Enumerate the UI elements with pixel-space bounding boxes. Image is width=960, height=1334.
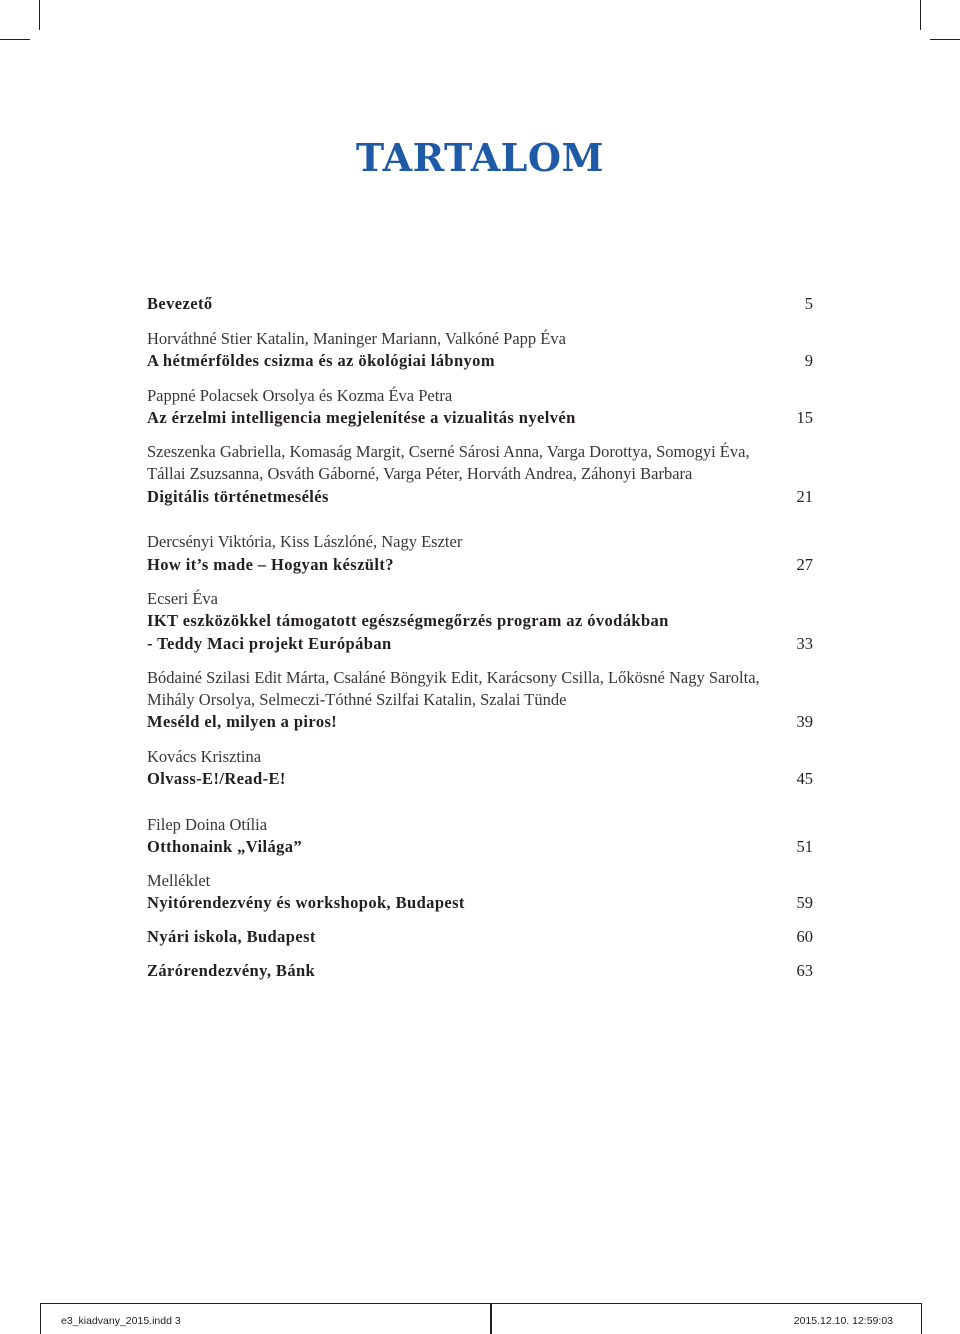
toc-entry-page-number: 21 bbox=[796, 487, 813, 506]
toc-entry-title[interactable]: Nyári iskola, Budapest bbox=[147, 927, 316, 946]
toc-entry-authors: Ecseri Éva bbox=[147, 589, 219, 608]
toc-entry-authors: Filep Doina Otília bbox=[147, 815, 268, 834]
toc-entry-title[interactable]: Otthonaink „Világa” bbox=[147, 837, 303, 856]
toc-entry-page-number: 63 bbox=[796, 961, 813, 980]
slug-right-box bbox=[490, 1303, 922, 1334]
toc-entry-title[interactable]: Bevezető bbox=[147, 294, 213, 313]
toc-entry-title[interactable]: How it’s made – Hogyan készült? bbox=[147, 555, 394, 574]
toc-entry-authors: Dercsényi Viktória, Kiss Lászlóné, Nagy Eszter bbox=[147, 532, 463, 551]
print-slug bbox=[0, 1303, 960, 1334]
toc-entry-authors: Kovács Krisztina bbox=[147, 747, 262, 766]
toc-entry-page-number: 9 bbox=[804, 351, 813, 370]
crop-mark-top-right-vertical bbox=[920, 0, 921, 30]
toc-entry-page-number: 39 bbox=[796, 712, 813, 731]
toc-entry-authors: Szeszenka Gabriella, Komaság Margit, Cserné Sárosi Anna, Varga Dorottya, Somogyi Éva, bbox=[147, 442, 750, 461]
toc-entry-page-number: 27 bbox=[796, 555, 813, 574]
toc-entry-authors: Melléklet bbox=[147, 871, 211, 890]
toc-entry-title[interactable]: Nyitórendezvény és workshopok, Budapest bbox=[147, 893, 465, 912]
toc-entry-authors: Mihály Orsolya, Selmeczi-Tóthné Szilfai Katalin, Szalai Tünde bbox=[147, 690, 567, 709]
crop-mark-top-right-horizontal bbox=[930, 39, 960, 40]
toc-entry-title[interactable]: A hétmérföldes csizma és az ökológiai lábnyom bbox=[147, 351, 495, 370]
slug-filename: e3_kiadvany_2015.indd 3 bbox=[61, 1315, 181, 1327]
toc-entry-title[interactable]: Meséld el, milyen a piros! bbox=[147, 712, 338, 731]
crop-mark-top-left-horizontal bbox=[0, 39, 30, 40]
toc-entry-page-number: 33 bbox=[796, 634, 813, 653]
toc-entry-authors: Horváthné Stier Katalin, Maninger Mariann, Valkóné Papp Éva bbox=[147, 329, 566, 348]
toc-entry-page-number: 59 bbox=[796, 893, 813, 912]
toc-entry-page-number: 60 bbox=[796, 927, 813, 946]
crop-mark-top-left-vertical bbox=[39, 0, 40, 30]
toc-entry-authors: Tállai Zsuzsanna, Osváth Gáborné, Varga Péter, Horváth Andrea, Záhonyi Barbara bbox=[147, 464, 693, 483]
toc-entry-title[interactable]: - Teddy Maci projekt Európában bbox=[147, 634, 392, 653]
toc-entry-title[interactable]: Zárórendezvény, Bánk bbox=[147, 961, 316, 980]
toc-entry-authors: Pappné Polacsek Orsolya és Kozma Éva Petra bbox=[147, 386, 453, 405]
toc-entry-title[interactable]: Digitális történetmesélés bbox=[147, 487, 329, 506]
slug-left-box bbox=[40, 1303, 492, 1334]
toc-entry-page-number: 15 bbox=[796, 408, 813, 427]
toc-entry-title[interactable]: Az érzelmi intelligencia megjelenítése a vizualitás nyelvén bbox=[147, 408, 576, 427]
toc-entry-authors: Bódainé Szilasi Edit Márta, Csaláné Böngyik Edit, Karácsony Csilla, Lőkösné Nagy Sarolta, bbox=[147, 668, 760, 687]
slug-timestamp: 2015.12.10. 12:59:03 bbox=[793, 1315, 893, 1327]
toc-entry-title[interactable]: Olvass-E!/Read-E! bbox=[147, 769, 286, 788]
page-title: TARTALOM bbox=[355, 135, 605, 180]
toc-entry-page-number: 5 bbox=[804, 294, 813, 313]
toc-entry-page-number: 51 bbox=[796, 837, 813, 856]
toc-entry-page-number: 45 bbox=[796, 769, 813, 788]
toc-entry-title[interactable]: IKT eszközökkel támogatott egészségmegőrzés program az óvodákban bbox=[147, 611, 669, 630]
